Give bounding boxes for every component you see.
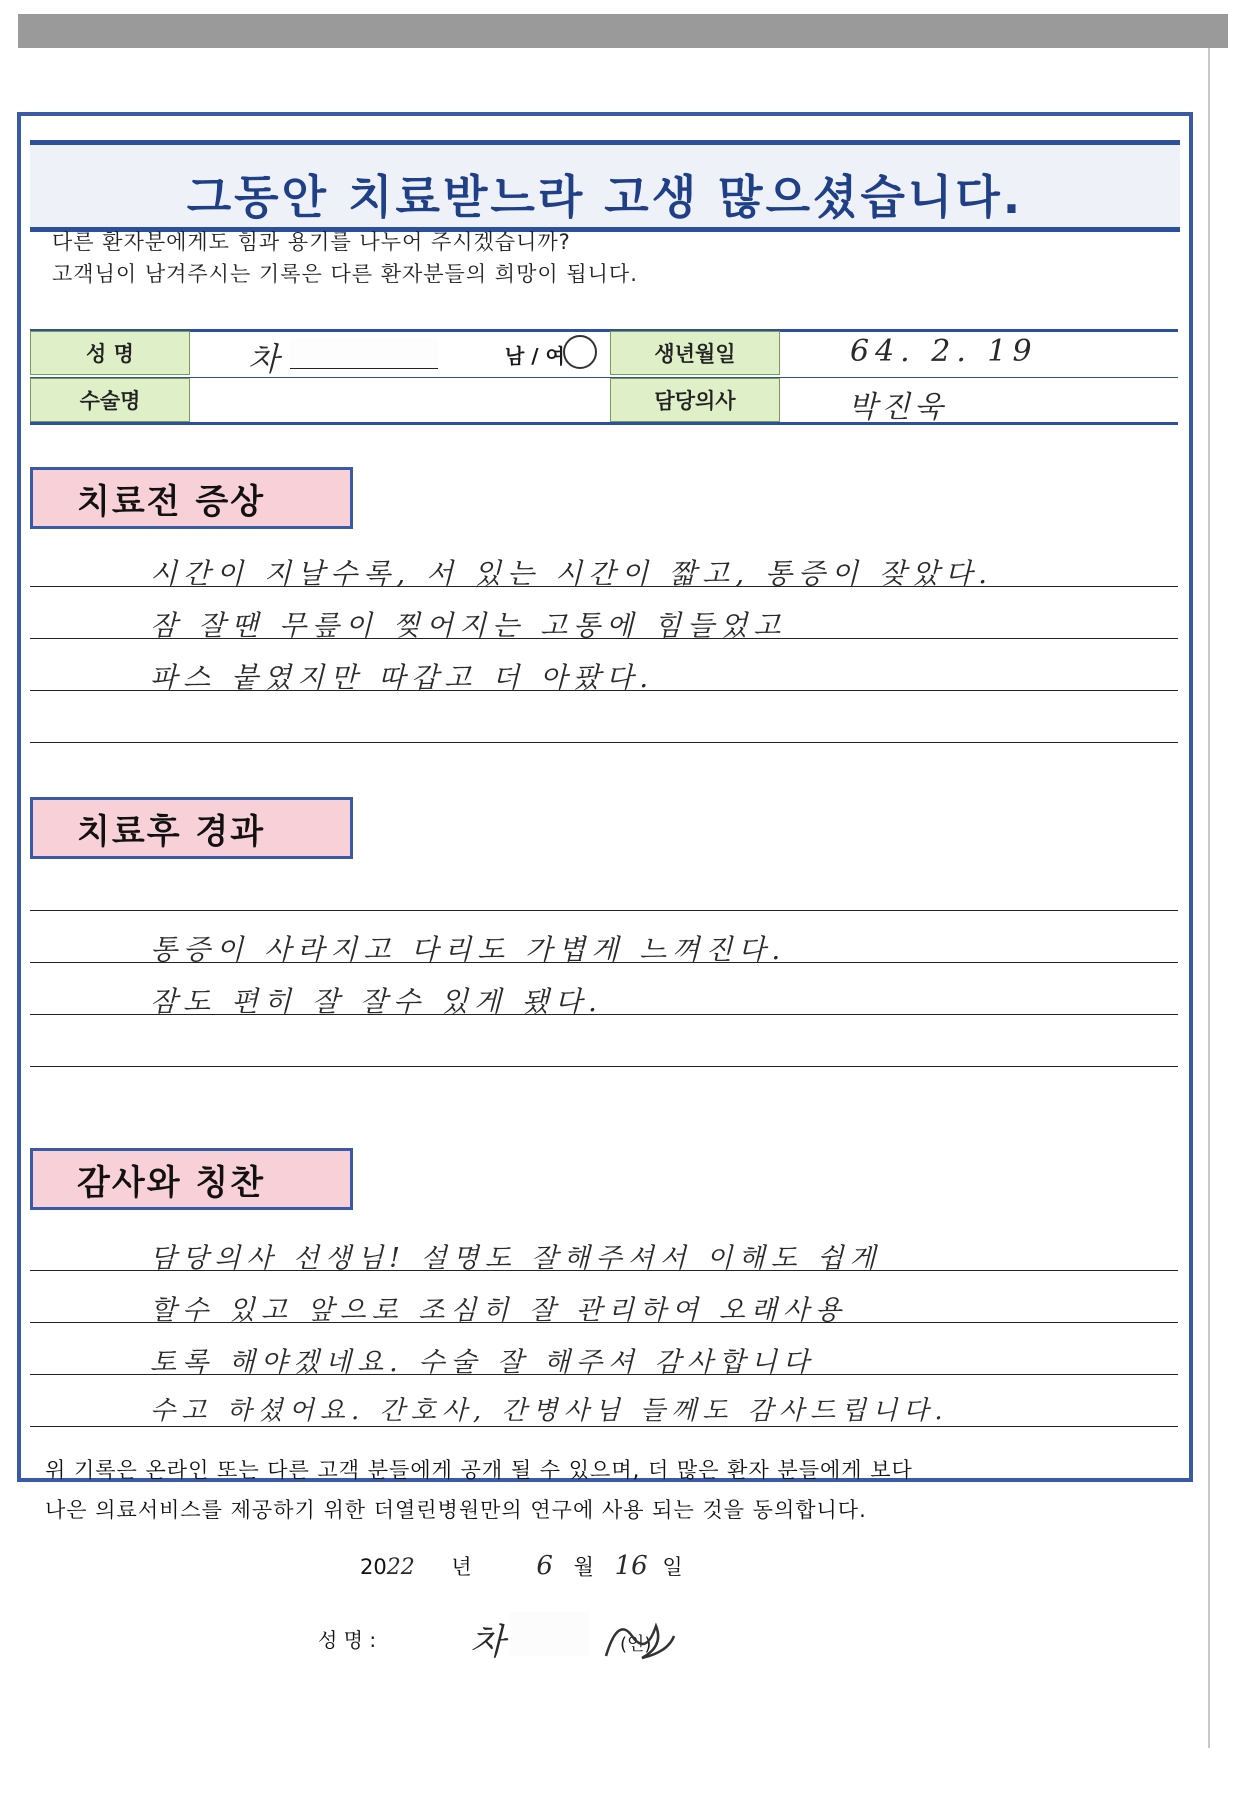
year-label: 년	[451, 1555, 472, 1579]
day-handwritten: 16	[614, 1551, 648, 1581]
page-title: 그동안 치료받느라 고생 많으셨습니다.	[186, 170, 1024, 224]
section-after-heading: 치료후 경과	[30, 797, 353, 859]
intro-line-1: 다른 환자분에게도 힘과 용기를 나누어 주시겠습니까?	[52, 230, 571, 254]
signature-label: 성 명 :	[318, 1628, 377, 1652]
date-row	[360, 1551, 683, 1581]
after-line-2: 잠도 편히 잘 잘수 있게 됐다.	[150, 985, 603, 1018]
name-label: 성 명	[30, 331, 190, 375]
rule	[30, 910, 1178, 911]
consent-line-2: 나은 의료서비스를 제공하기 위한 더열린병원만의 연구에 사용 되는 것을 동의합니다.	[45, 1498, 867, 1522]
scan-top-strip	[18, 14, 1228, 48]
year-handwritten: 22	[386, 1555, 415, 1580]
signature-row	[318, 1624, 376, 1653]
doctor-value: 박진욱	[848, 390, 947, 425]
thanks-line-2: 할수 있고 앞으로 조심히 잘 관리하여 오래사용	[150, 1295, 848, 1326]
thanks-line-1: 담당의사 선생님! 설명도 잘해주셔서 이해도 쉽게	[150, 1243, 882, 1274]
signature-name: 차	[470, 1622, 505, 1663]
birth-label: 생년월일	[610, 331, 780, 375]
before-line-1: 시간이 지날수록, 서 있는 시간이 짧고, 통증이 잦았다.	[150, 557, 994, 590]
rule	[30, 1066, 1178, 1067]
before-line-2: 잠 잘땐 무릎이 찢어지는 고통에 힘들었고	[150, 609, 787, 642]
info-divider	[30, 377, 1178, 378]
after-line-1: 통증이 사라지고 다리도 가볍게 느껴진다.	[150, 933, 787, 966]
thanks-line-4: 수고 하셨어요. 간호사, 간병사님 들께도 감사드립니다.	[150, 1396, 949, 1426]
day-label: 일	[662, 1555, 683, 1579]
signature-scribble	[598, 1606, 678, 1666]
birth-value: 64. 2. 19	[850, 334, 1038, 369]
section-before-heading: 치료전 증상	[30, 467, 353, 529]
thanks-line-3: 토록 해야겠네요. 수술 잘 해주셔 감사합니다	[150, 1347, 815, 1378]
title-band	[30, 140, 1180, 232]
surgery-label: 수술명	[30, 378, 190, 422]
section-thanks-heading: 감사와 칭찬	[30, 1148, 353, 1210]
intro-line-2: 고객님이 남겨주시는 기록은 다른 환자분들의 희망이 됩니다.	[52, 262, 638, 286]
name-redaction	[290, 338, 438, 369]
consent-line-1: 위 기록은 온라인 또는 다른 고객 분들에게 공개 될 수 있으며, 더 많은 환자 분들에게 보다	[45, 1458, 913, 1482]
signature-redaction	[510, 1612, 590, 1656]
month-label: 월	[573, 1555, 594, 1579]
seal-mark: (인)	[620, 1634, 652, 1655]
doctor-label: 담당의사	[610, 378, 780, 422]
rule	[30, 742, 1178, 743]
year-prefix: 20	[360, 1555, 387, 1579]
month-handwritten: 6	[536, 1551, 553, 1581]
before-line-3: 파스 붙였지만 따갑고 더 아팠다.	[150, 661, 655, 694]
gender-label: 남 / 여	[505, 344, 565, 368]
gender-circle-mark	[563, 335, 597, 369]
paper-edge	[1208, 48, 1210, 1748]
name-value: 차	[248, 340, 279, 378]
